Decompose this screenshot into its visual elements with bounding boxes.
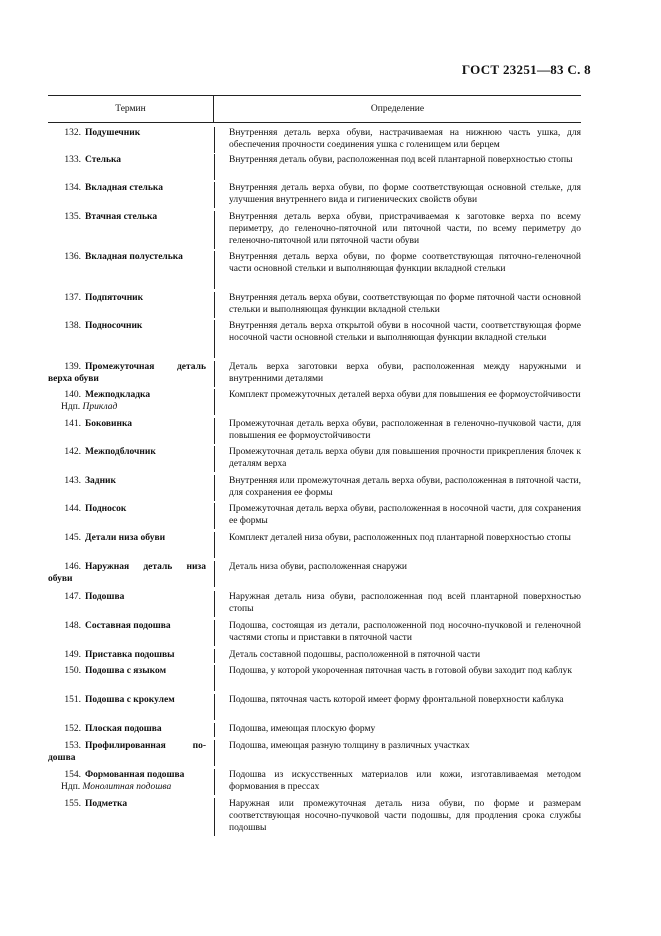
term-name: Подносок [85, 504, 127, 514]
deprecated-term-name: Приклад [82, 402, 118, 413]
term-number: 143. [64, 476, 81, 486]
definition-cell: Подошва, у которой укороченная пяточная часть в готовой обуви заходит под каблук [214, 665, 581, 691]
definition-cell: Подошва, имеющая плоскую форму [214, 723, 581, 737]
term-number: 140. [64, 390, 81, 400]
definition-cell: Деталь составной подошвы, расположенной в пяточной части [214, 649, 581, 663]
term-number: 137. [64, 293, 81, 303]
term-cell [48, 723, 206, 735]
term-cell [48, 503, 206, 515]
term-name-part: обуви [48, 574, 73, 585]
term-name: Подушечник [85, 128, 141, 138]
term-name: Втачная стелька [85, 212, 158, 222]
term-name-part: деталь [177, 362, 206, 372]
term-number: 138. [64, 321, 81, 331]
definition-cell: Внутренняя деталь верха обуви, по форме соответствующая основной стельке, для улучшения внутреннего вида и гигиенических свойств обуви [214, 182, 581, 208]
definition-cell: Комплект деталей низа обуви, расположенных под плантарной поверхностью стопы [214, 532, 581, 558]
term-cell [48, 182, 206, 194]
definition-cell: Промежуточная деталь верха обуви для повышения прочности прикрепления блочек к деталям верха [214, 446, 581, 472]
table-header-rule [48, 122, 581, 123]
term-name-part: Профилированная [85, 741, 166, 751]
definition-cell: Комплект промежуточных деталей верха обуви для повышения ее формоустойчивости [214, 389, 581, 415]
deprecated-term [48, 401, 206, 413]
term-cell [48, 561, 206, 585]
term-name-part: низа [186, 562, 206, 572]
term-name-part: Промежуточная [85, 362, 155, 372]
term-number: 134. [64, 183, 81, 193]
deprecated-term-name: Монолитная подошва [82, 782, 172, 793]
term-number: 139. [64, 362, 81, 372]
term-name-part: деталь [143, 562, 173, 572]
term-name-part: Наружная [85, 562, 130, 572]
deprecated-label: Ндп. [61, 782, 81, 793]
term-cell [48, 361, 206, 385]
deprecated-label: Ндп. [61, 402, 81, 413]
term-name: Составная подошва [85, 621, 171, 631]
term-number: 146. [64, 562, 81, 572]
term-number: 147. [64, 592, 81, 602]
term-cell [48, 292, 206, 304]
definition-cell: Подошва, состоящая из детали, расположенной под носочно-пучковой и геленочной частями стопы и приставки в пяточной части [214, 620, 581, 646]
term-name: Межподкладка [85, 390, 151, 400]
definition-cell: Наружная деталь низа обуви, расположенная под всей плантарной поверхностью стопы [214, 591, 581, 617]
definition-cell: Внутренняя деталь верха обуви, соответствующая по форме пяточной части основной стельки и выполняющая функции вкладной стельки [214, 292, 581, 318]
term-number: 145. [64, 533, 81, 543]
definition-cell: Внутренняя деталь верха обуви, пристрачиваемая к заготовке верха по всему периметру, до геленочно-пяточной или пяточной части, по всему периметру до геленочно-пяточной или пяточной части обуви [214, 211, 581, 249]
term-name-part: верха обуви [48, 374, 99, 385]
term-name: Подметка [85, 799, 128, 809]
term-cell [48, 251, 206, 263]
term-cell [48, 154, 206, 166]
term-name: Вкладная стелька [85, 183, 163, 193]
term-name: Приставка подошвы [85, 650, 175, 660]
term-name: Формованная подошва [85, 770, 185, 780]
term-number: 149. [64, 650, 81, 660]
term-cell [48, 740, 206, 764]
term-name: Боковинка [85, 419, 133, 429]
definition-cell: Подошва, имеющая разную толщину в различных участках [214, 740, 581, 766]
definition-cell: Внутренняя деталь обуви, расположенная под всей плантарной поверхностью стопы [214, 154, 581, 180]
column-header-term: Термин [115, 104, 146, 114]
term-number: 133. [64, 155, 81, 165]
term-number: 135. [64, 212, 81, 222]
term-cell [48, 532, 206, 544]
term-cell [48, 127, 206, 139]
term-name: Задник [85, 476, 116, 486]
definition-cell: Подошва, пяточная часть которой имеет форму фронтальной поверхности каблука [214, 694, 581, 720]
term-cell [48, 649, 206, 661]
definition-cell: Промежуточная деталь верха обуви, расположенная в геленочно-пучковой части, для повышения ее формоустойчивости [214, 418, 581, 444]
deprecated-term [48, 781, 206, 793]
term-name-part: дошва [48, 753, 76, 764]
page-header: ГОСТ 23251—83 С. 8 [461, 62, 591, 77]
term-name: Вкладная полустелька [85, 252, 183, 262]
term-cell [48, 320, 206, 332]
term-name: Подошва с языком [85, 666, 167, 676]
term-cell [48, 591, 206, 603]
term-number: 141. [64, 419, 81, 429]
definition-cell: Внутренняя деталь верха обуви, по форме соответствующая пяточно-геленочной части основной стельки и выполняющая функции вкладной стельки [214, 251, 581, 289]
term-cell [48, 211, 206, 223]
term-cell [48, 620, 206, 632]
term-cell [48, 769, 206, 793]
term-name: Детали низа обуви [85, 533, 166, 543]
table-top-rule [48, 95, 581, 96]
table-row [48, 127, 581, 151]
term-number: 148. [64, 621, 81, 631]
term-number: 136. [64, 252, 81, 262]
term-number: 155. [64, 799, 81, 809]
definition-cell: Деталь низа обуви, расположенная снаружи [214, 561, 581, 587]
term-number: 154. [64, 770, 81, 780]
column-header-definition: Определение [370, 104, 425, 114]
term-number: 132. [64, 128, 81, 138]
term-cell [48, 694, 206, 706]
term-cell [48, 665, 206, 677]
definition-cell: Деталь верха заготовки верха обуви, расположенная между наружными и внутренними деталями [214, 361, 581, 387]
term-name: Подошва [85, 592, 125, 602]
definition-cell: Внутренняя или промежуточная деталь верха обуви, расположенная в пяточной части, для сохранения ее формы [214, 475, 581, 501]
term-name: Межподблочник [85, 447, 156, 457]
definition-cell: Внутренняя деталь верха обуви, настрачиваемая на нижнюю часть ушка, для обеспечения прочности соединения ушка с голенищем или берцем [214, 127, 581, 153]
term-number: 152. [64, 724, 81, 734]
term-name: Плоская подошва [85, 724, 162, 734]
term-number: 144. [64, 504, 81, 514]
term-number: 150. [64, 666, 81, 676]
definition-cell: Промежуточная деталь верха обуви, расположенная в носочной части, для сохранения ее формы [214, 503, 581, 529]
term-name: Стелька [85, 155, 122, 165]
term-cell [48, 418, 206, 430]
term-name: Подошва с крокулем [85, 695, 175, 705]
term-name-part: по- [192, 741, 206, 751]
term-number: 151. [64, 695, 81, 705]
term-name: Подносочник [85, 321, 143, 331]
term-name: Подпяточник [85, 293, 144, 303]
term-cell [48, 798, 206, 810]
definition-cell: Подошва из искусственных материалов или кожи, изготавливаемая методом формования в прессах [214, 769, 581, 795]
term-number: 153. [64, 741, 81, 751]
term-cell [48, 446, 206, 458]
definition-cell: Наружная или промежуточная деталь низа обуви, по форме и размерам соответствующая носочно-пучковой части подошвы, для продления срока службы подошвы [214, 798, 581, 836]
term-number: 142. [64, 447, 81, 457]
term-cell [48, 475, 206, 487]
definition-cell: Внутренняя деталь верха открытой обуви в носочной части, соответствующая форме носочной части основной стельки и выполняющая функции вкладной стельки [214, 320, 581, 358]
term-cell [48, 389, 206, 413]
